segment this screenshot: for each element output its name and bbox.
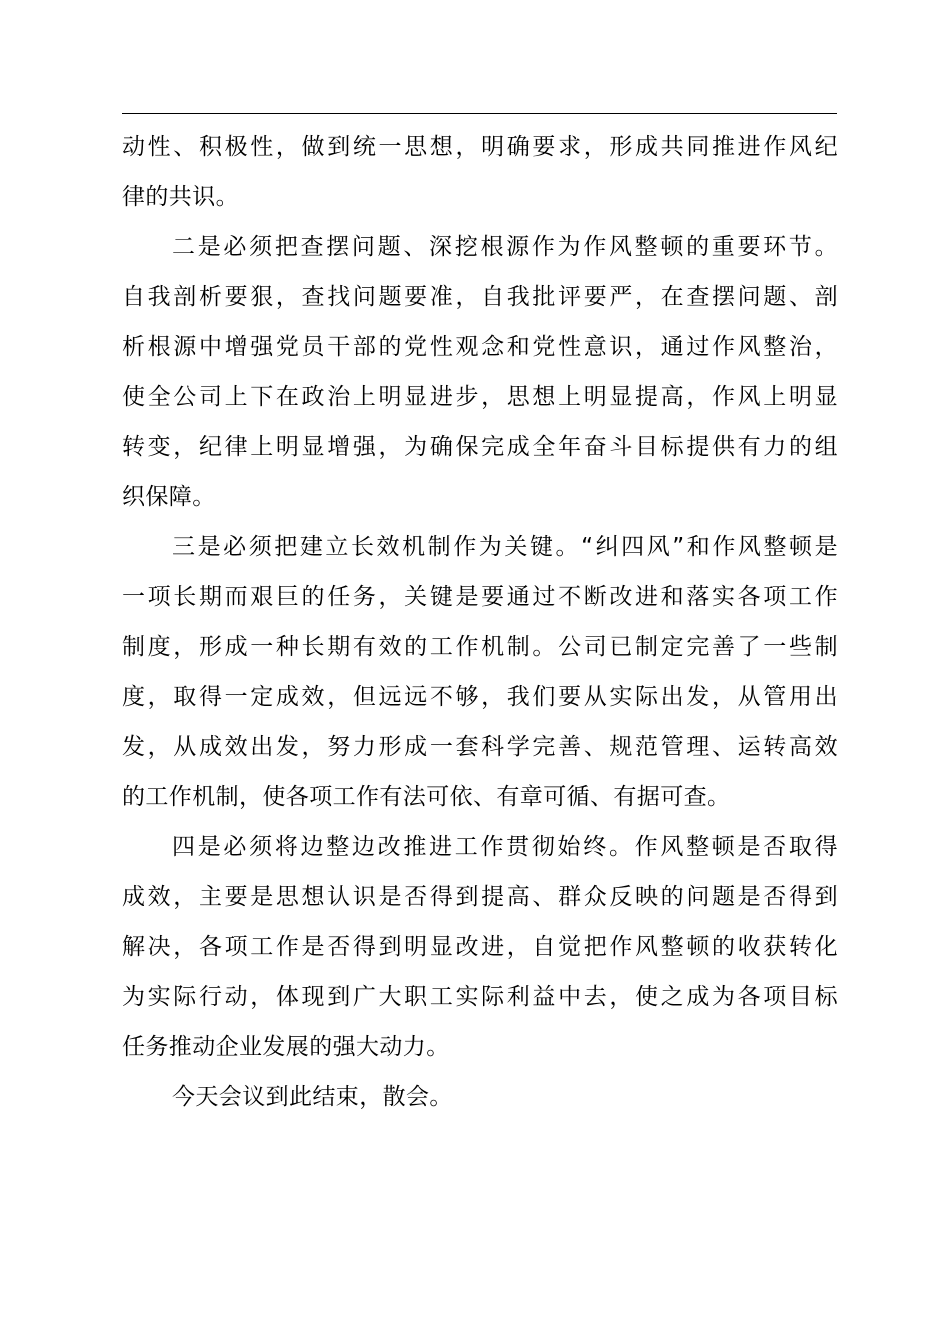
- text-line: 转变，纪律上明显增强，为确保完成全年奋斗目标提供有力的组: [122, 434, 838, 460]
- text-line: 一项长期而艰巨的任务，关键是要通过不断改进和落实各项工作: [122, 584, 838, 610]
- paragraph-start-line: 二是必须把查摆问题、深挖根源作为作风整顿的重要环节。: [172, 234, 838, 260]
- text-line: 的工作机制，使各项工作有法可依、有章可循、有据可查。: [122, 784, 731, 810]
- text-line: 制度，形成一种长期有效的工作机制。公司已制定完善了一些制: [122, 634, 838, 660]
- closing-line: 今天会议到此结束，散会。: [172, 1084, 453, 1110]
- text-line: 织保障。: [122, 484, 216, 510]
- text-line: 任务推动企业发展的强大动力。: [122, 1034, 450, 1060]
- paragraph-start-line: 三是必须把建立长效机制作为关键。“纠四风”和作风整顿是: [172, 534, 838, 560]
- text-line: 律的共识。: [122, 184, 239, 210]
- text-line: 成效，主要是思想认识是否得到提高、群众反映的问题是否得到: [122, 884, 838, 910]
- document-body: [122, 122, 838, 1122]
- text-line: 动性、积极性，做到统一思想，明确要求，形成共同推进作风纪: [122, 134, 838, 160]
- text-line: 度，取得一定成效，但远远不够，我们要从实际出发，从管用出: [122, 684, 838, 710]
- header-rule: [122, 113, 837, 114]
- text-line: 自我剖析要狠，查找问题要准，自我批评要严，在查摆问题、剖: [122, 284, 838, 310]
- text-line: 使全公司上下在政治上明显进步，思想上明显提高，作风上明显: [122, 384, 838, 410]
- text-line: 解决，各项工作是否得到明显改进，自觉把作风整顿的收获转化: [122, 934, 838, 960]
- text-line: 发，从成效出发，努力形成一套科学完善、规范管理、运转高效: [122, 734, 838, 760]
- text-line: 为实际行动，体现到广大职工实际利益中去，使之成为各项目标: [122, 984, 838, 1010]
- paragraph-start-line: 四是必须将边整边改推进工作贯彻始终。作风整顿是否取得: [172, 834, 838, 860]
- text-line: 析根源中增强党员干部的党性观念和党性意识，通过作风整治，: [122, 334, 838, 360]
